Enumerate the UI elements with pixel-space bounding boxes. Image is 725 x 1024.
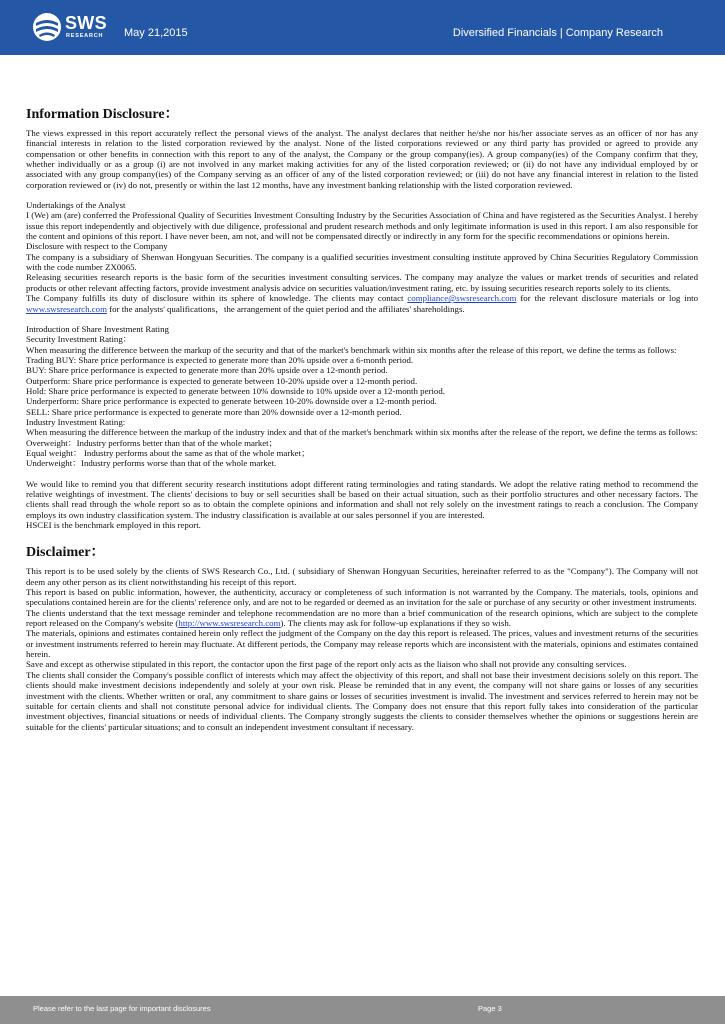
duty-of-disclosure-paragraph xyxy=(26,293,698,314)
sws-website-url-link[interactable]: http://www.swsresearch.com xyxy=(178,618,281,629)
page-header xyxy=(0,0,725,55)
page-number: Page 3 xyxy=(478,1004,502,1013)
rating-item-buy: BUY: Share price performance is expected to generate more than 20% upside over a 12-month period. xyxy=(26,365,388,376)
compliance-email-link[interactable]: compliance@swsresearch.com xyxy=(407,293,517,304)
industry-rating-description: When measuring the difference between the markup of the industry index and that of the market's benchmark within six months after the release of the report, we define the terms as follows: xyxy=(26,427,698,438)
rating-item-outperform: Outperform: Share price performance is expected to generate between 10-20% upside over a 12-month period. xyxy=(26,375,418,386)
industry-rating-title: Industry Investment Rating: xyxy=(26,416,126,427)
research-report-paragraph: Releasing securities research reports is the basic form of the securities investment consulting services. The company may analyze the values or market trends of securities and related products or other relevant affecting factors, provide investment analysis advice on securities valuation/investment rating, etc. by issuing securities research reports solely to its clients. xyxy=(26,272,698,293)
report-date: May 21,2015 xyxy=(124,27,188,39)
disclaimer-3-text-a: The clients understand that the text message reminder and telephone recommendation are no more than a brief communication of the research opinions, which are subject to the complete report released on the Company's website ( xyxy=(26,607,698,629)
duty-text-a: The Company fulfills its duty of disclosure within its sphere of knowledge. The clients may contact xyxy=(26,293,408,304)
logo-subtext: RESEARCH xyxy=(66,33,104,39)
benchmark-note: HSCEI is the benchmark employed in this report. xyxy=(26,520,201,531)
industry-item-equal-weight: Equal weight： Industry performs about the same as that of the whole market； xyxy=(26,447,310,458)
security-rating-description: When measuring the difference between the markup of the security and that of the market's benchmark within six months after the release of this report, we define the terms as follows: xyxy=(26,344,677,355)
rating-item-hold: Hold: Share price performance is expected to generate between 10% downside to 10% upside over a 12-month period. xyxy=(26,385,445,396)
duty-text-b: for the relevant disclosure materials or log into xyxy=(516,293,698,304)
disclaimer-3-text-b: ). The clients may ask for follow-up explanations if they so wish. xyxy=(280,618,511,629)
rating-item-trading-buy: Trading BUY: Share price performance is expected to generate more than 20% upside over a 6-month period. xyxy=(26,354,414,365)
logo-text: SWS xyxy=(65,13,107,33)
company-disclosure-paragraph: The company is a subsidiary of Shenwan Hongyuan Securities. The company is a qualified securities investment consulting institute approved by China Securities Regulatory Commission with the code number ZX0065. xyxy=(26,251,698,273)
rating-item-sell: SELL: Share price performance is expected to generate more than 20% downside over a 12-month period. xyxy=(26,406,402,417)
disclaimer-paragraph-3 xyxy=(26,608,698,629)
disclaimer-paragraph-1: This report is to be used solely by the clients of SWS Research Co., Ltd. ( subsidiary of Shenwan Hongyuan Securities, hereinafter referred to as the "Company"). The Company will not deem any other person as its client notwithstanding his receipt of this report. xyxy=(26,566,698,587)
disclaimer-paragraph-2: This report is based on public information, however, the authenticity, accuracy or completeness of such information is not warranted by the Company. The materials, tools, opinions and speculations contained herein are for the clients' reference only, and are not to be regarded or deemed as an invitation for the sale or purchase of any security or other investment instruments. xyxy=(26,587,698,608)
industry-item-underweight: Underweight：Industry performs worse than that of the whole market. xyxy=(26,458,277,469)
disclaimer-paragraph-6: The clients shall consider the Company's possible conflict of interests which may affect the objectivity of this report, and shall not base their investment decisions solely on this report. The clients should make investment decisions independently and solely at your own risk. Please be reminded that in any event, the company will not share gains or losses of any securities investment with the clients. Whether written or oral, any commitment to share gains or losses of securities investment is invalid. The investment and services referred to herein may not be suitable for certain clients and shall not constitute personal advice for individual clients. The Company does not ensure that this report fully takes into consideration of the particular investment objectives, financial situations or needs of individual clients. The Company strongly suggests the clients to consider themselves whether the opinions or suggestions herein are suitable for the clients' particular situations; and to consult an independent investment consultant if necessary. xyxy=(26,669,698,732)
undertakings-paragraph: I (We) am (are) conferred the Professional Quality of Securities Investment Consulting Industry by the Securities Association of China and have registered as the Securities Analyst. I hereby issue this report independently and objectively with due diligence, professional and prudent research methods and only legitimate information is used in this report. I am also responsible for the content and opinions of this report. I have never been, am not, and will not be compensated directly or indirectly in any form for the specific recommendations or opinions herein. xyxy=(26,210,698,242)
sws-logo xyxy=(32,12,112,44)
disclaimer-paragraph-5: Save and except as otherwise stipulated in this report, the contactor upon the first page of the report only acts as the liaison who shall not provide any consulting services. xyxy=(26,659,627,670)
report-category: Diversified Financials | Company Research xyxy=(452,27,663,39)
duty-text-c: for the analysts' qualifications，the arrangement of the quiet period and the affiliates' shareholdings. xyxy=(106,303,465,314)
footer-disclosure-note: Please refer to the last page for important disclosures xyxy=(33,1004,211,1013)
page-footer xyxy=(0,996,725,1024)
disclaimer-paragraph-4: The materials, opinions and estimates contained herein only reflect the judgment of the Company on the day this report is released. The prices, values and investment returns of the securities or investment instruments referred to herein may fluctuate. At different periods, the Company may release reports which are inconsistent with the materials, opinions and estimates contained herein. xyxy=(26,628,698,660)
sws-logo-icon xyxy=(32,12,62,42)
company-disclosure-title: Disclosure with respect to the Company xyxy=(26,241,168,252)
sws-website-link[interactable]: www.swsresearch.com xyxy=(26,303,107,314)
rating-item-underperform: Underperform: Share price performance is expected to generate between 10-20% downside over a 12-month period. xyxy=(26,396,437,407)
rating-reminder-paragraph: We would like to remind you that different security research institutions adopt different rating terminologies and rating standards. We adopt the relative rating method to recommend the relative weightings of investment. The clients' decisions to buy or sell securities shall be based on their actual situation, such as their portfolio structures and other necessary factors. The clients shall read through the whole report so as to obtain the complete opinions and information and shall not rely solely on the investment ratings to reach a conclusion. The Company employs its own industry classification system. The industry classification is available at our sales personnel if you are interested. xyxy=(26,478,698,520)
information-disclosure-title: Information Disclosure： xyxy=(26,107,179,122)
industry-item-overweight: Overweight：Industry performs better than that of the whole market； xyxy=(26,437,278,448)
disclaimer-title: Disclaimer： xyxy=(26,545,105,561)
security-rating-title: Security Investment Rating： xyxy=(26,334,132,345)
document-body xyxy=(26,106,698,732)
share-rating-title: Introduction of Share Investment Rating xyxy=(26,323,169,334)
undertakings-title: Undertakings of the Analyst xyxy=(26,200,126,211)
disclosure-paragraph: The views expressed in this report accurately reflect the personal views of the analyst. The analyst declares that neither he/she nor his/her associate serves as an officer of nor has any financial interests in relation to the listed corporation reviewed by the analyst. None of the listed corporations reviewed or any third party has provided or agreed to provide any compensation or other benefits in connection with this report to any of the analyst, the Company or the group company(ies). A group company(ies) of the Company confirm that they, whether individually or as a group (i) are not involved in any market making activities for any of the listed corporation reviewed; or (ii) do not have any individual employed by or associated with any group company(ies) of the Company serving as an officer of any of the listed corporation reviewed; or (iii) do not have any financial interest in relation to the listed corporation reviewed or (iv) do not, presently or within the last 12 months, have any investment banking relationship with the listed corporation reviewed. xyxy=(26,128,698,190)
